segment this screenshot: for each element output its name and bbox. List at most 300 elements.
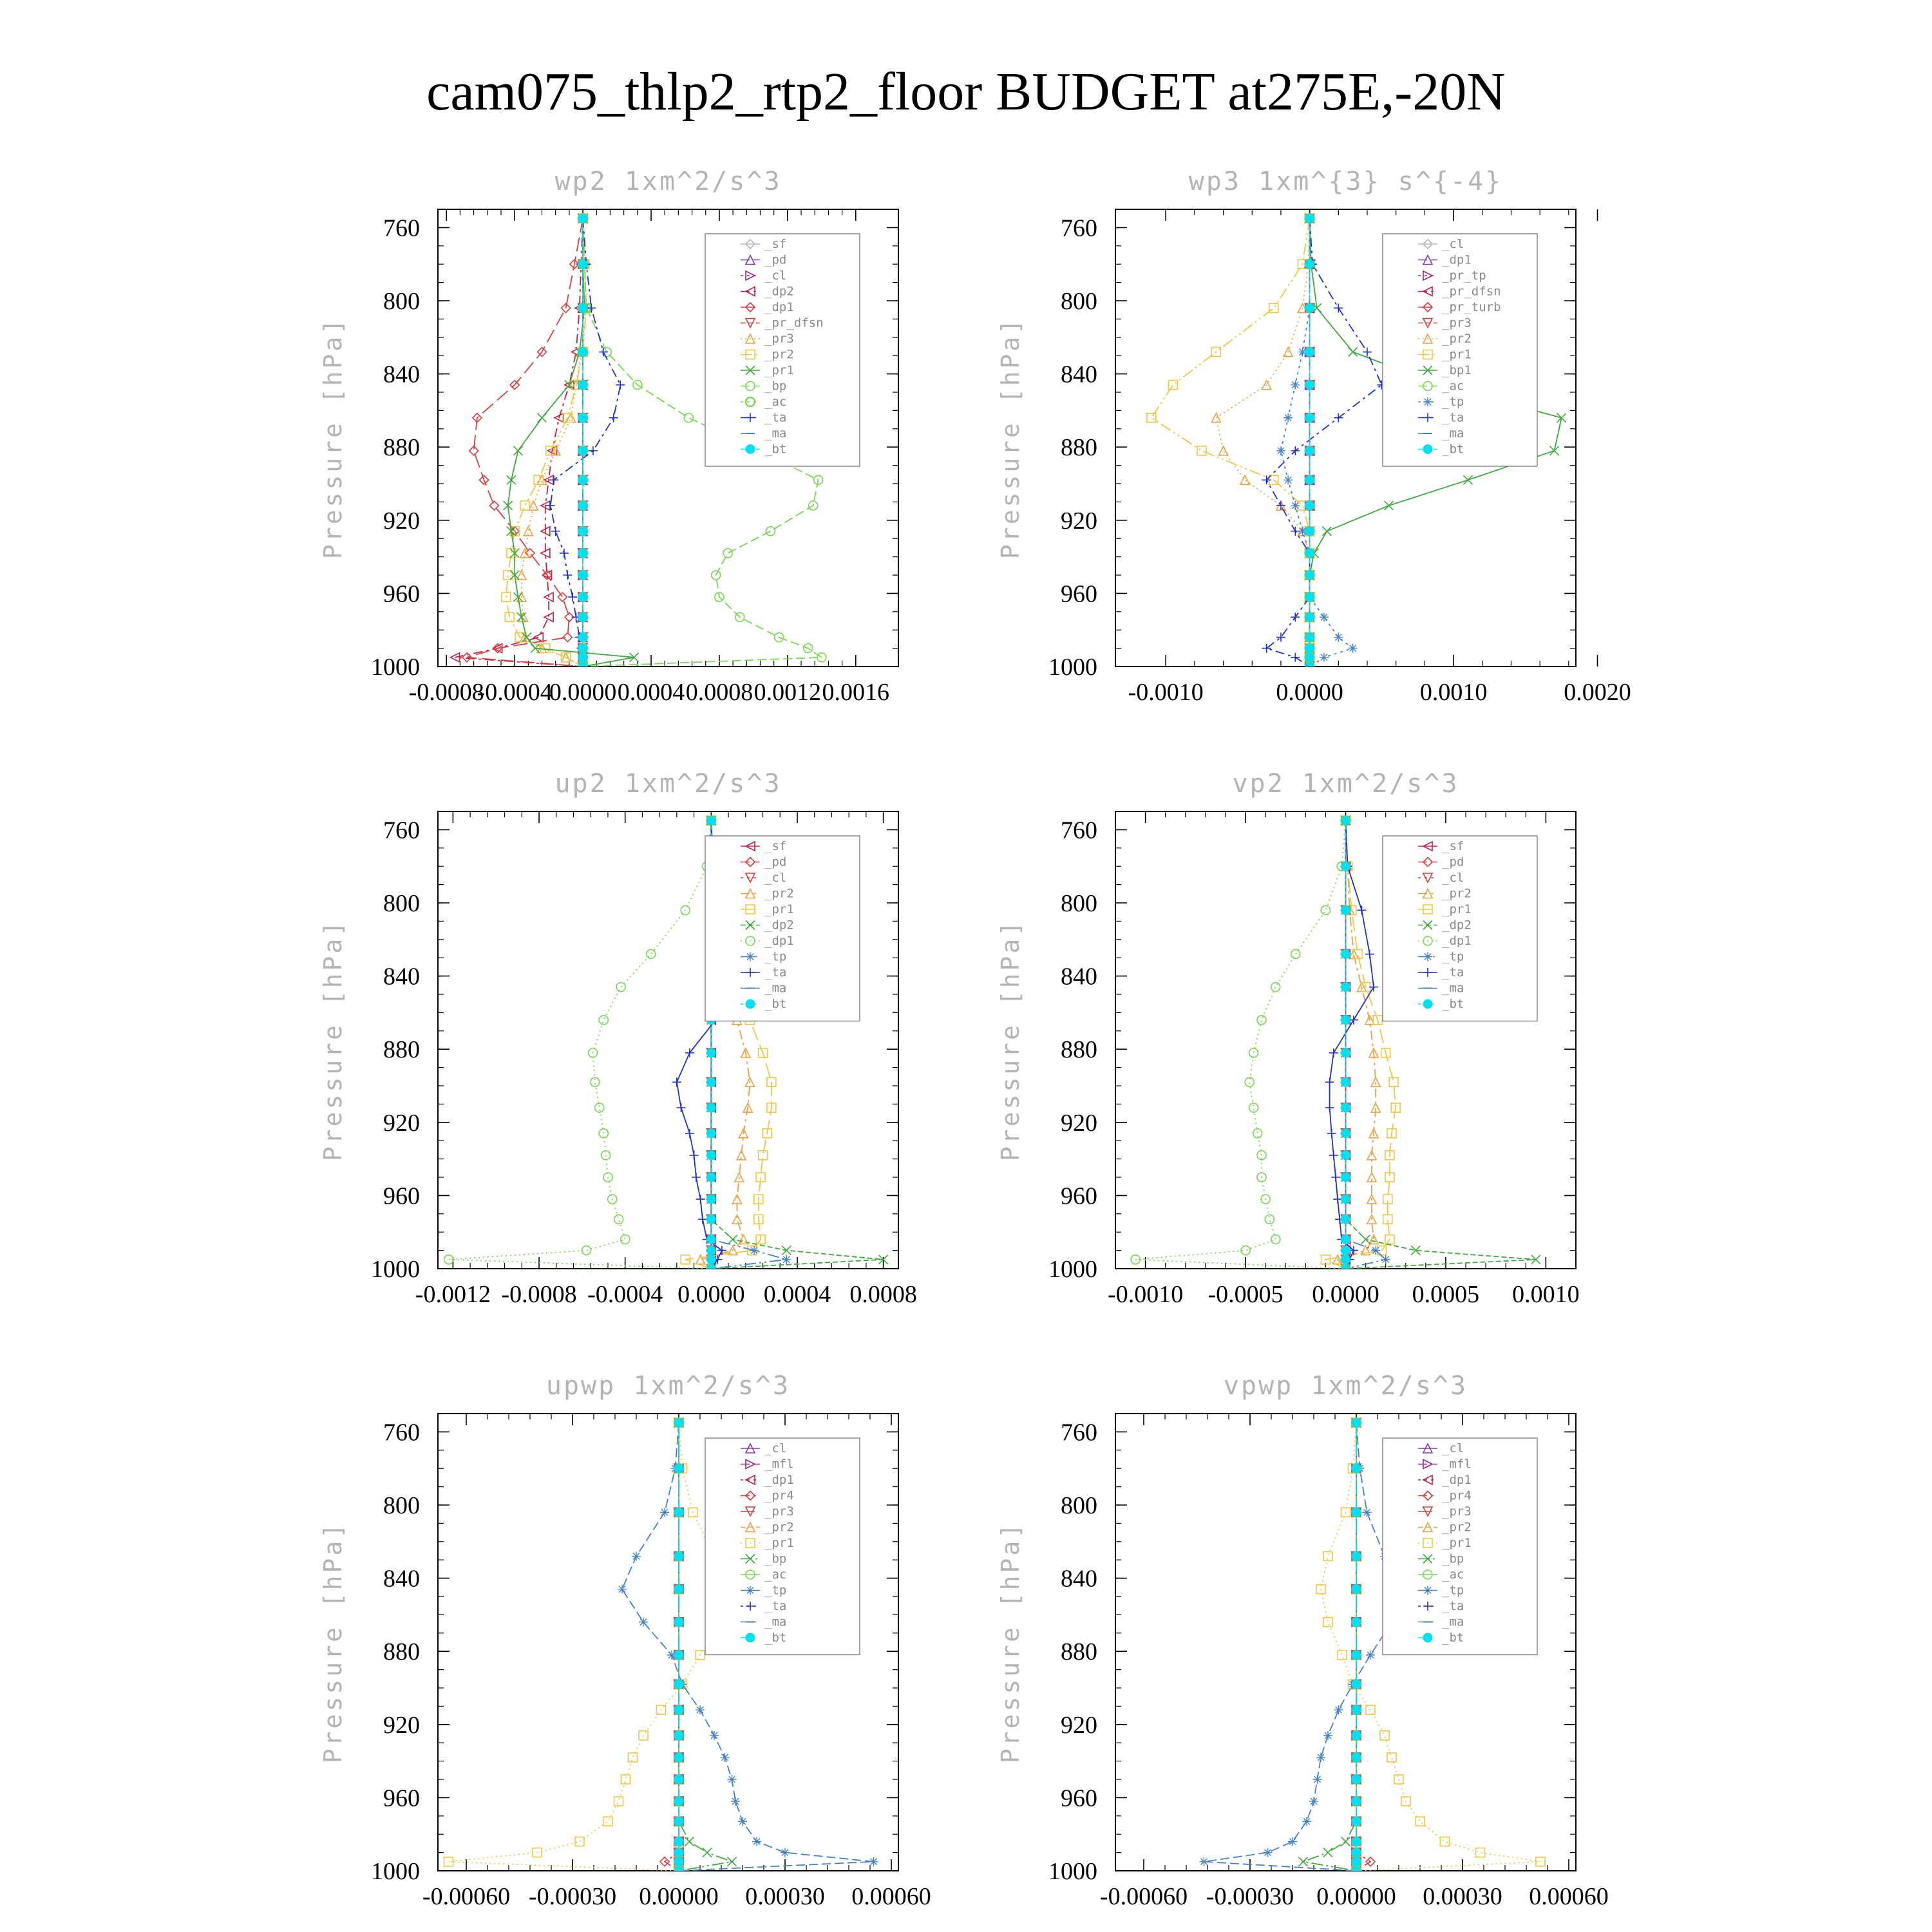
legend-label: _pr2 xyxy=(764,886,794,901)
data-point xyxy=(738,1817,747,1826)
x-tick-label: 0.0010 xyxy=(1512,1281,1580,1308)
y-axis-label: Pressure [hPa] xyxy=(996,918,1025,1162)
data-point xyxy=(1341,1173,1350,1182)
legend-label: _pr_turb xyxy=(1442,300,1501,314)
legend-label: _mfl xyxy=(764,1457,794,1472)
legend-label: _tp xyxy=(1442,1583,1464,1598)
data-point xyxy=(1341,1195,1350,1204)
y-tick-label: 920 xyxy=(1061,1711,1097,1739)
data-point xyxy=(578,592,587,601)
legend-label: _pr1 xyxy=(1442,347,1472,362)
data-point xyxy=(1305,501,1314,510)
data-point xyxy=(1305,475,1314,484)
data-point xyxy=(1305,446,1314,455)
panel-title: upwp 1xm^2/s^3 xyxy=(545,1371,791,1401)
legend-label: _ma xyxy=(1442,1615,1464,1629)
legend-marker xyxy=(746,1633,755,1642)
data-point xyxy=(1316,1753,1325,1762)
legend-label: _pr3 xyxy=(1442,316,1472,330)
data-point xyxy=(1341,1016,1350,1025)
data-point xyxy=(674,1731,683,1740)
data-point xyxy=(674,1817,683,1826)
y-tick-label: 800 xyxy=(1061,288,1097,315)
legend-label: _cl xyxy=(764,269,787,283)
data-point xyxy=(1352,1418,1361,1427)
legend-label: _tp xyxy=(1442,949,1464,964)
legend-label: _dp2 xyxy=(1442,918,1472,933)
legend-label: _ta xyxy=(1442,1599,1464,1613)
y-tick-label: 880 xyxy=(1061,1036,1097,1064)
data-point xyxy=(618,1585,627,1594)
x-tick-label: 0.0008 xyxy=(849,1281,917,1308)
data-point xyxy=(1341,905,1350,914)
data-point xyxy=(1305,612,1314,621)
data-point xyxy=(674,1775,683,1784)
y-tick-label: 1000 xyxy=(371,654,420,681)
y-tick-label: 800 xyxy=(1061,890,1097,917)
data-point xyxy=(1305,549,1314,558)
legend-label: _tp xyxy=(764,1583,787,1598)
figure-title: cam075_thlp2_rtp2_floor BUDGET at275E,-20N xyxy=(426,62,1506,122)
data-point xyxy=(674,1680,683,1689)
y-tick-label: 880 xyxy=(383,434,420,462)
data-point xyxy=(578,527,587,536)
data-point xyxy=(782,1255,791,1264)
legend-marker xyxy=(746,999,755,1009)
data-point xyxy=(674,1618,683,1627)
y-tick-label: 1000 xyxy=(1048,1256,1097,1283)
legend-marker xyxy=(746,1586,755,1595)
legend-label: _mfl xyxy=(1442,1457,1472,1472)
data-point xyxy=(1366,1651,1375,1660)
data-point xyxy=(1341,1048,1350,1057)
x-tick-label: -0.0004 xyxy=(587,1281,663,1308)
legend-label: _pr2 xyxy=(764,1520,794,1535)
data-point xyxy=(578,381,587,390)
legend-marker xyxy=(1423,952,1432,961)
legend-label: _bt xyxy=(764,1631,787,1645)
legend xyxy=(1383,234,1537,466)
data-point xyxy=(706,1255,715,1264)
data-point xyxy=(1305,381,1314,390)
y-tick-label: 920 xyxy=(383,1711,420,1739)
data-point xyxy=(660,1508,669,1517)
data-point xyxy=(1352,1837,1361,1846)
data-point xyxy=(1305,348,1314,357)
data-point xyxy=(578,612,587,621)
data-point xyxy=(1341,1255,1350,1264)
data-point xyxy=(1352,1585,1361,1594)
x-tick-label: 0.00030 xyxy=(1423,1883,1502,1910)
data-point xyxy=(1341,816,1350,825)
data-point xyxy=(1305,527,1314,536)
data-point xyxy=(578,475,587,484)
legend-label: _pd xyxy=(764,252,787,267)
data-point xyxy=(1352,1731,1361,1740)
y-tick-label: 840 xyxy=(383,1565,420,1593)
legend-label: _cl xyxy=(1442,871,1464,885)
legend-label: _pr4 xyxy=(764,1488,794,1503)
legend-label: _dp1 xyxy=(764,934,794,948)
data-point xyxy=(1341,1103,1350,1112)
panel-title: vp2 1xm^2/s^3 xyxy=(1232,769,1459,799)
y-tick-label: 880 xyxy=(383,1638,420,1666)
x-tick-label: -0.0005 xyxy=(1208,1281,1283,1308)
data-point xyxy=(1381,1255,1390,1264)
data-point xyxy=(1305,413,1314,422)
data-point xyxy=(674,1651,683,1660)
y-tick-label: 760 xyxy=(383,817,420,844)
data-point xyxy=(1352,1651,1361,1660)
y-tick-label: 760 xyxy=(1061,214,1097,242)
y-tick-label: 960 xyxy=(383,580,420,608)
data-point xyxy=(1302,1817,1311,1826)
legend-label: _bt xyxy=(764,997,787,1011)
x-tick-label: -0.00060 xyxy=(1099,1883,1188,1910)
data-point xyxy=(706,816,715,825)
data-point xyxy=(706,1077,715,1086)
data-point xyxy=(1352,1464,1361,1473)
legend-label: _ma xyxy=(1442,981,1464,996)
legend-label: _pr1 xyxy=(764,902,794,916)
data-point xyxy=(706,1235,715,1244)
y-tick-label: 920 xyxy=(1061,507,1097,535)
x-tick-label: -0.00030 xyxy=(1206,1883,1294,1910)
y-tick-label: 760 xyxy=(1061,1419,1097,1446)
data-point xyxy=(1305,592,1314,601)
data-point xyxy=(1352,1817,1361,1826)
y-tick-label: 800 xyxy=(1061,1492,1097,1519)
data-point xyxy=(710,1731,719,1740)
y-tick-label: 840 xyxy=(1061,963,1097,990)
data-point xyxy=(1320,653,1329,662)
legend-label: _pr1 xyxy=(1442,1536,1472,1550)
data-point xyxy=(578,571,587,580)
y-tick-label: 840 xyxy=(383,361,420,388)
legend-label: _pr3 xyxy=(764,332,794,346)
data-point xyxy=(674,1585,683,1594)
x-tick-label: -0.0004 xyxy=(477,679,553,706)
data-point xyxy=(1276,446,1285,455)
data-point xyxy=(674,1552,683,1561)
legend-label: _ta xyxy=(764,965,787,980)
data-point xyxy=(632,1552,641,1561)
y-tick-label: 960 xyxy=(1061,1182,1097,1210)
data-point xyxy=(1309,1797,1318,1806)
x-tick-label: 0.0000 xyxy=(677,1281,745,1308)
data-point xyxy=(1305,303,1314,312)
legend-label: _pr1 xyxy=(1442,902,1472,916)
data-point xyxy=(731,1797,740,1806)
data-point xyxy=(1200,1857,1209,1866)
legend-label: _pr3 xyxy=(764,1504,794,1519)
data-point xyxy=(1305,644,1314,653)
x-tick-label: 0.0010 xyxy=(1419,679,1488,706)
x-tick-label: 0.0004 xyxy=(763,1281,831,1308)
data-point xyxy=(578,653,587,662)
legend-label: _ac xyxy=(764,1567,787,1582)
data-point xyxy=(674,1418,683,1427)
legend-item-pr2 xyxy=(741,348,794,362)
data-point xyxy=(1291,501,1300,510)
data-point xyxy=(1352,1797,1361,1806)
x-tick-label: 0.00060 xyxy=(1529,1883,1609,1910)
y-tick-label: 760 xyxy=(383,1419,420,1446)
legend-label: _dp2 xyxy=(764,284,794,299)
y-tick-label: 880 xyxy=(383,1036,420,1064)
legend-label: _bp xyxy=(764,379,787,393)
data-point xyxy=(1349,644,1358,653)
legend-label: _dp1 xyxy=(1442,934,1472,948)
legend-label: _ac xyxy=(1442,379,1464,393)
legend xyxy=(705,1438,860,1655)
data-point xyxy=(706,1129,715,1138)
legend-label: _bt xyxy=(1442,997,1464,1011)
legend-label: _pr_dfsn xyxy=(1442,284,1501,299)
legend-item-pr1 xyxy=(1418,902,1472,916)
x-tick-label: 0.00030 xyxy=(745,1883,825,1910)
data-point xyxy=(1305,653,1314,662)
panel-title: vpwp 1xm^2/s^3 xyxy=(1223,1371,1468,1401)
y-tick-label: 880 xyxy=(1061,1638,1097,1666)
data-point xyxy=(674,1753,683,1762)
data-point xyxy=(1352,1680,1361,1689)
panel-title: up2 1xm^2/s^3 xyxy=(554,769,782,799)
data-point xyxy=(1334,633,1343,642)
data-point xyxy=(781,1848,790,1857)
data-point xyxy=(578,260,587,269)
legend-marker xyxy=(746,952,755,961)
x-tick-label: 0.0012 xyxy=(753,679,822,706)
legend-marker xyxy=(1423,999,1432,1009)
legend-label: _tp xyxy=(1442,395,1464,409)
legend-marker xyxy=(1423,1633,1432,1642)
data-point xyxy=(1352,1848,1361,1857)
data-point xyxy=(1320,612,1329,621)
y-tick-label: 840 xyxy=(1061,1565,1097,1593)
y-tick-label: 800 xyxy=(383,890,420,917)
data-point xyxy=(1264,1848,1273,1857)
panel-title: wp2 1xm^2/s^3 xyxy=(554,167,782,196)
x-tick-label: 0.0008 xyxy=(685,679,753,706)
legend-label: _ta xyxy=(764,1599,787,1613)
legend-label: _tp xyxy=(764,949,787,964)
data-point xyxy=(578,644,587,653)
data-point xyxy=(639,1618,648,1627)
y-axis-label: Pressure [hPa] xyxy=(319,1520,347,1764)
data-point xyxy=(1341,1246,1350,1255)
panel-title: wp3 1xm^{3} s^{-4} xyxy=(1188,167,1503,196)
legend-label: _bt xyxy=(1442,442,1464,457)
y-tick-label: 960 xyxy=(1061,1785,1097,1812)
y-tick-label: 800 xyxy=(383,288,420,315)
legend-label: _ma xyxy=(764,1615,787,1629)
data-point xyxy=(1313,1775,1322,1784)
legend-label: _pr2 xyxy=(1442,1520,1472,1535)
y-tick-label: 1000 xyxy=(371,1858,420,1885)
x-tick-label: -0.0010 xyxy=(1128,679,1204,706)
data-point xyxy=(1283,475,1293,484)
x-tick-label: 0.0020 xyxy=(1564,679,1631,706)
data-point xyxy=(1352,1508,1361,1517)
data-point xyxy=(721,1753,730,1762)
x-tick-label: 0.0016 xyxy=(822,679,890,706)
x-tick-label: 0.00000 xyxy=(639,1883,719,1910)
data-point xyxy=(1341,1215,1350,1224)
legend xyxy=(1383,836,1537,1021)
data-point xyxy=(578,214,587,223)
legend-label: _bp xyxy=(1442,1551,1464,1566)
data-point xyxy=(1371,1246,1380,1255)
y-tick-label: 760 xyxy=(383,214,420,242)
legend-label: _bp xyxy=(764,1551,787,1566)
x-tick-label: 0.00000 xyxy=(1316,1883,1396,1910)
data-point xyxy=(674,1508,683,1517)
data-point xyxy=(706,1048,715,1057)
data-point xyxy=(578,413,587,422)
data-point xyxy=(674,1837,683,1846)
legend-label: _dp2 xyxy=(764,918,794,933)
legend-label: _cl xyxy=(764,1441,787,1455)
legend-label: _pr_dfsn xyxy=(764,316,824,330)
data-point xyxy=(578,633,587,642)
data-point xyxy=(674,1705,683,1714)
legend-marker xyxy=(746,445,755,454)
data-point xyxy=(674,1464,683,1473)
data-point xyxy=(578,303,587,312)
data-point xyxy=(1341,862,1350,871)
data-point xyxy=(696,1705,705,1714)
y-tick-label: 920 xyxy=(1061,1109,1097,1137)
legend-label: _dp1 xyxy=(1442,1473,1472,1487)
data-point xyxy=(706,1173,715,1182)
x-tick-label: -0.0012 xyxy=(415,1281,491,1308)
legend xyxy=(705,234,860,466)
data-point xyxy=(1341,983,1350,992)
data-point xyxy=(1341,1077,1350,1086)
y-tick-label: 960 xyxy=(383,1182,420,1210)
data-point xyxy=(1352,1753,1361,1762)
data-point xyxy=(578,549,587,558)
legend-label: _pr1 xyxy=(764,1536,794,1550)
legend-label: _bp1 xyxy=(1442,363,1472,377)
y-tick-label: 920 xyxy=(383,507,420,535)
data-point xyxy=(706,1195,715,1204)
legend-label: _cl xyxy=(764,871,787,885)
y-tick-label: 760 xyxy=(1061,817,1097,844)
legend-label: _ac xyxy=(764,395,787,409)
data-point xyxy=(1288,1837,1297,1846)
legend-label: _pr4 xyxy=(1442,1488,1472,1503)
legend-marker xyxy=(1423,445,1432,454)
y-tick-label: 1000 xyxy=(1048,654,1097,681)
data-point xyxy=(674,1857,683,1866)
x-tick-label: 0.0000 xyxy=(1276,679,1343,706)
legend-label: _sf xyxy=(764,237,787,251)
data-point xyxy=(1334,1705,1343,1714)
data-point xyxy=(706,1103,715,1112)
data-point xyxy=(674,1848,683,1857)
x-tick-label: 0.0000 xyxy=(1312,1281,1379,1308)
data-point xyxy=(869,1857,878,1866)
x-tick-label: -0.00030 xyxy=(528,1883,617,1910)
y-axis-label: Pressure [hPa] xyxy=(996,316,1025,560)
x-tick-label: 0.0005 xyxy=(1412,1281,1480,1308)
legend-label: _dp1 xyxy=(1442,252,1472,267)
y-axis-label: Pressure [hPa] xyxy=(319,316,347,560)
legend-label: _pr2 xyxy=(1442,886,1472,901)
data-point xyxy=(578,501,587,510)
data-point xyxy=(1352,1552,1361,1561)
legend-label: _sf xyxy=(764,839,787,853)
data-point xyxy=(750,1246,759,1255)
data-point xyxy=(578,348,587,357)
legend-label: _dp1 xyxy=(764,1473,794,1487)
legend-label: _cl xyxy=(1442,1441,1464,1455)
data-point xyxy=(1283,413,1293,422)
legend-label: _pd xyxy=(1442,855,1464,869)
legend-item-pr1 xyxy=(1418,348,1472,362)
y-tick-label: 840 xyxy=(383,963,420,990)
legend-item-pr1 xyxy=(741,902,794,916)
legend-label: _bt xyxy=(764,442,787,457)
data-point xyxy=(706,1151,715,1160)
data-point xyxy=(1352,1857,1361,1866)
x-tick-label: 0.00060 xyxy=(851,1883,931,1910)
y-tick-label: 960 xyxy=(1061,580,1097,608)
data-point xyxy=(1352,1705,1361,1714)
y-tick-label: 960 xyxy=(383,1785,420,1812)
y-tick-label: 1000 xyxy=(371,1256,420,1283)
data-point xyxy=(1305,571,1314,580)
data-point xyxy=(1341,1151,1350,1160)
x-tick-label: -0.0008 xyxy=(501,1281,577,1308)
y-axis-label: Pressure [hPa] xyxy=(319,918,347,1162)
legend-label: _bt xyxy=(1442,1631,1464,1645)
legend-label: _ac xyxy=(1442,1567,1464,1582)
legend-label: _pr3 xyxy=(1442,1504,1472,1519)
y-tick-label: 880 xyxy=(1061,434,1097,462)
legend-label: _pr1 xyxy=(764,363,794,377)
legend-marker xyxy=(1423,1586,1432,1595)
legend-label: _cl xyxy=(1442,237,1464,251)
data-point xyxy=(1305,214,1314,223)
legend-label: _sf xyxy=(1442,839,1464,853)
legend-label: _pr_tp xyxy=(1442,269,1486,283)
legend-label: _ma xyxy=(764,426,787,440)
data-point xyxy=(1341,950,1350,959)
legend-label: _pr2 xyxy=(1442,332,1472,346)
y-tick-label: 920 xyxy=(383,1109,420,1137)
x-tick-label: 0.0004 xyxy=(617,679,685,706)
legend-marker xyxy=(1423,397,1432,406)
legend-label: _ma xyxy=(764,981,787,996)
data-point xyxy=(1352,1775,1361,1784)
legend-label: _pd xyxy=(764,855,787,869)
data-point xyxy=(1363,1508,1372,1517)
y-tick-label: 800 xyxy=(383,1492,420,1519)
legend-label: _ta xyxy=(1442,965,1464,980)
data-point xyxy=(1341,1235,1350,1244)
y-tick-label: 840 xyxy=(1061,361,1097,388)
legend xyxy=(705,836,860,1021)
x-tick-label: 0.0000 xyxy=(549,679,617,706)
data-point xyxy=(706,1215,715,1224)
data-point xyxy=(1305,260,1314,269)
data-point xyxy=(706,1246,715,1255)
x-tick-label: -0.0008 xyxy=(408,679,484,706)
data-point xyxy=(1291,381,1300,390)
